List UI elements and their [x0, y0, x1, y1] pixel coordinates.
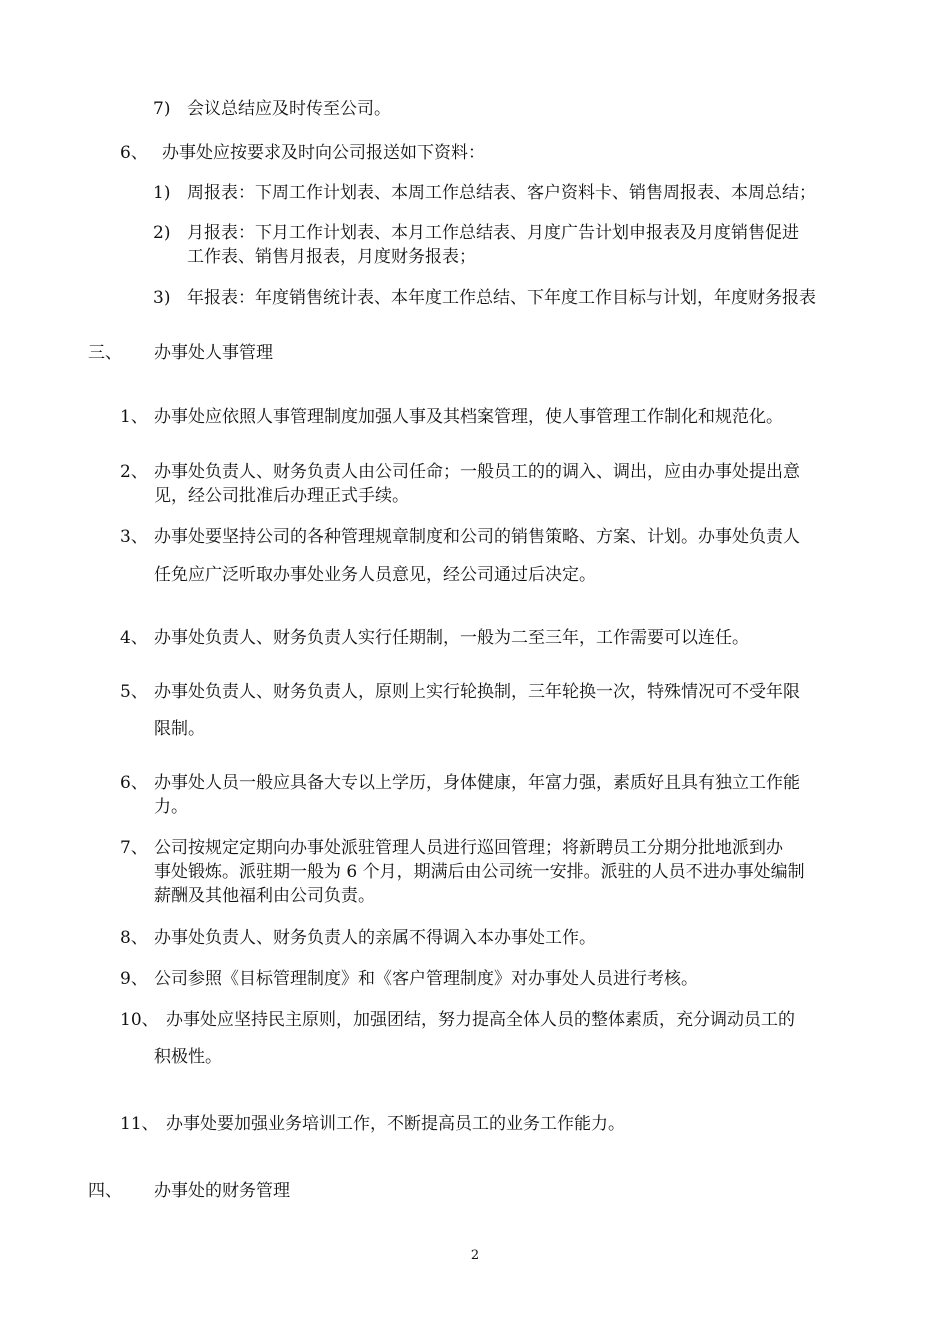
list-text: 办事处负责人、财务负责人实行任期制，一般为二至三年，工作需要可以连任。	[154, 628, 749, 648]
list-text: 办事处要坚持公司的各种管理规章制度和公司的销售策略、方案、计划。办事处负责人	[154, 527, 800, 547]
list-number: 7、	[120, 838, 148, 858]
list-text: 办事处应依照人事管理制度加强人事及其档案管理，使人事管理工作制化和规范化。	[154, 407, 783, 427]
list-number: 3)	[153, 288, 171, 308]
list-text: 办事处负责人、财务负责人的亲属不得调入本办事处工作。	[154, 928, 596, 948]
list-text: 任免应广泛听取办事处业务人员意见，经公司通过后决定。	[154, 565, 596, 585]
list-number: 7)	[153, 99, 171, 119]
list-text: 公司参照《目标管理制度》和《客户管理制度》对办事处人员进行考核。	[154, 969, 698, 989]
list-number: 8、	[120, 928, 148, 948]
list-text: 周报表：下周工作计划表、本周工作总结表、客户资料卡、销售周报表、本周总结；	[187, 183, 816, 203]
list-number: 2)	[153, 223, 171, 243]
section-number: 三、	[88, 343, 122, 363]
list-text: 办事处人员一般应具备大专以上学历，身体健康，年富力强，素质好且具有独立工作能	[154, 773, 800, 793]
section-title: 办事处人事管理	[154, 343, 273, 363]
list-text: 工作表、销售月报表，月度财务报表；	[187, 247, 476, 267]
list-text: 限制。	[154, 719, 205, 739]
section-number: 四、	[88, 1181, 122, 1201]
list-text: 薪酬及其他福利由公司负责。	[154, 886, 375, 906]
section-title: 办事处的财务管理	[154, 1181, 290, 1201]
list-number: 6、	[120, 773, 148, 793]
list-number: 10、	[120, 1010, 159, 1030]
list-text: 办事处负责人、财务负责人，原则上实行轮换制，三年轮换一次，特殊情况可不受年限	[154, 682, 800, 702]
list-number: 4、	[120, 628, 148, 648]
page-number: 2	[470, 1248, 480, 1263]
list-text: 办事处应坚持民主原则，加强团结，努力提高全体人员的整体素质，充分调动员工的	[166, 1010, 795, 1030]
list-text: 年报表：年度销售统计表、本年度工作总结、下年度工作目标与计划，年度财务报表	[187, 288, 816, 308]
list-text: 办事处应按要求及时向公司报送如下资料：	[162, 143, 485, 163]
list-text: 见，经公司批准后办理正式手续。	[154, 486, 409, 506]
list-text: 会议总结应及时传至公司。	[187, 99, 391, 119]
list-text: 积极性。	[154, 1047, 222, 1067]
list-text: 公司按规定定期向办事处派驻管理人员进行巡回管理；将新聘员工分期分批地派到办	[154, 838, 783, 858]
list-number: 2、	[120, 462, 148, 482]
list-number: 1)	[153, 183, 171, 203]
list-number: 1、	[120, 407, 148, 427]
list-text: 事处锻炼。派驻期一般为 6 个月，期满后由公司统一安排。派驻的人员不进办事处编制	[154, 862, 805, 882]
list-text: 力。	[154, 797, 188, 817]
list-number: 5、	[120, 682, 148, 702]
list-number: 11、	[120, 1114, 159, 1134]
list-text: 办事处要加强业务培训工作，不断提高员工的业务工作能力。	[166, 1114, 625, 1134]
list-number: 6、	[120, 143, 148, 163]
list-number: 3、	[120, 527, 148, 547]
list-text: 月报表：下月工作计划表、本月工作总结表、月度广告计划申报表及月度销售促进	[187, 223, 799, 243]
list-number: 9、	[120, 969, 148, 989]
list-text: 办事处负责人、财务负责人由公司任命；一般员工的的调入、调出，应由办事处提出意	[154, 462, 800, 482]
